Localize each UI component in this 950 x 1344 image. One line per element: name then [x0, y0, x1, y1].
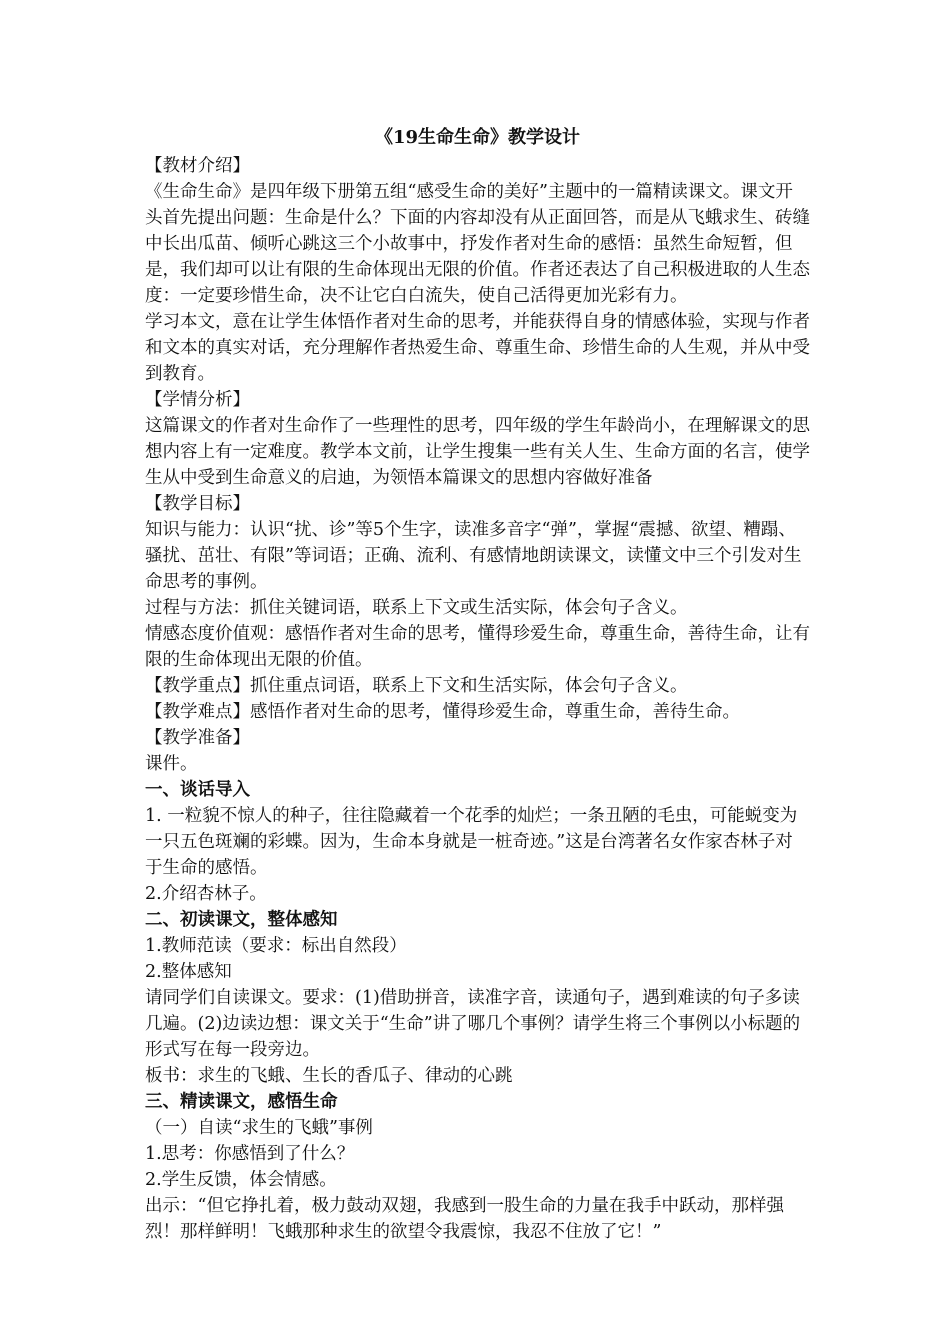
paragraph: 2.整体感知	[145, 962, 232, 982]
paragraph: 1. 一粒貌不惊人的种子，往往隐藏着一个花季的灿烂；一条丑陋的毛虫，可能蜕变为一只五色斑斓的彩蝶。因为，生命本身就是一桩奇迹。”这是台湾著名女作家杏林子对于生命的感悟。	[145, 806, 798, 878]
section-heading-teaching-goals: 【教学目标】	[145, 494, 250, 514]
part-heading-first-reading: 二、初读课文，整体感知	[145, 910, 338, 930]
paragraph: 出示：“但它挣扎着，极力鼓动双翅，我感到一股生命的力量在我手中跃动，那样强烈！那样鲜明！飞蛾那种求生的欲望令我震惊，我忍不住放了它！”	[145, 1196, 784, 1242]
document-title: 《19生命生命》教学设计	[374, 127, 581, 148]
paragraph: 学习本文，意在让学生体悟作者对生命的思考，并能获得自身的情感体验，实现与作者和文本的真实对话，充分理解作者热爱生命、尊重生命、珍惜生命的人生观，并从中受到教育。	[145, 312, 810, 384]
section-heading-preparation: 【教学准备】	[145, 728, 250, 748]
paragraph: 课件。	[145, 754, 198, 774]
paragraph: 《生命生命》是四年级下册第五组“感受生命的美好”主题中的一篇精读课文。课文开头首先提出问题：生命是什么？下面的内容却没有从正面回答，而是从飞蛾求生、砖缝中长出瓜苗、倾听心跳这三个小故事中，抒发作者对生命的感悟：虽然生命短暂，但是，我们却可以让有限的生命体现出无限的价值。作者还表达了自己积极进取的人生态度：一定要珍惜生命，决不让它白白流失，使自己活得更加光彩有力。	[145, 182, 810, 306]
paragraph: 板书：求生的飞蛾、生长的香瓜子、律动的心跳	[145, 1066, 513, 1086]
part-heading-intro: 一、谈话导入	[145, 780, 250, 800]
paragraph: 1.教师范读（要求：标出自然段）	[145, 936, 407, 956]
paragraph: 情感态度价值观：感悟作者对生命的思考，懂得珍爱生命，尊重生命，善待生命，让有限的生命体现出无限的价值。	[145, 624, 810, 670]
section-heading-textbook-intro: 【教材介绍】	[145, 156, 250, 176]
paragraph: 2.学生反馈，体会情感。	[145, 1170, 337, 1190]
paragraph: 请同学们自读课文。要求：(1)借助拼音，读准字音，读通句子，遇到难读的句子多读几遍。(2)边读边想：课文关于“生命”讲了哪几个事例？请学生将三个事例以小标题的形式写在每一段旁边。	[145, 988, 801, 1060]
teaching-difficulty: 【教学难点】感悟作者对生命的思考，懂得珍爱生命，尊重生命，善待生命。	[145, 702, 740, 722]
teaching-key-point: 【教学重点】抓住重点词语，联系上下文和生活实际，体会句子含义。	[145, 676, 688, 696]
paragraph: （一）自读“求生的飞蛾”事例	[145, 1118, 373, 1138]
section-heading-learner-analysis: 【学情分析】	[145, 390, 250, 410]
paragraph: 过程与方法：抓住关键词语，联系上下文或生活实际，体会句子含义。	[145, 598, 688, 618]
paragraph: 这篇课文的作者对生命作了一些理性的思考，四年级的学生年龄尚小，在理解课文的思想内容上有一定难度。教学本文前，让学生搜集一些有关人生、生命方面的名言，使学生从中受到生命意义的启迪，为领悟本篇课文的思想内容做好准备	[145, 416, 810, 488]
paragraph: 2.介绍杏林子。	[145, 884, 267, 904]
part-heading-close-reading: 三、精读课文，感悟生命	[145, 1092, 338, 1112]
paragraph: 1.思考：你感悟到了什么？	[145, 1144, 355, 1164]
paragraph: 知识与能力：认识“扰、诊”等5个生字，读准多音字“弹”，掌握“震撼、欲望、糟蹋、骚扰、茁壮、有限”等词语；正确、流利、有感情地朗读课文，读懂文中三个引发对生命思考的事例。	[145, 520, 802, 592]
